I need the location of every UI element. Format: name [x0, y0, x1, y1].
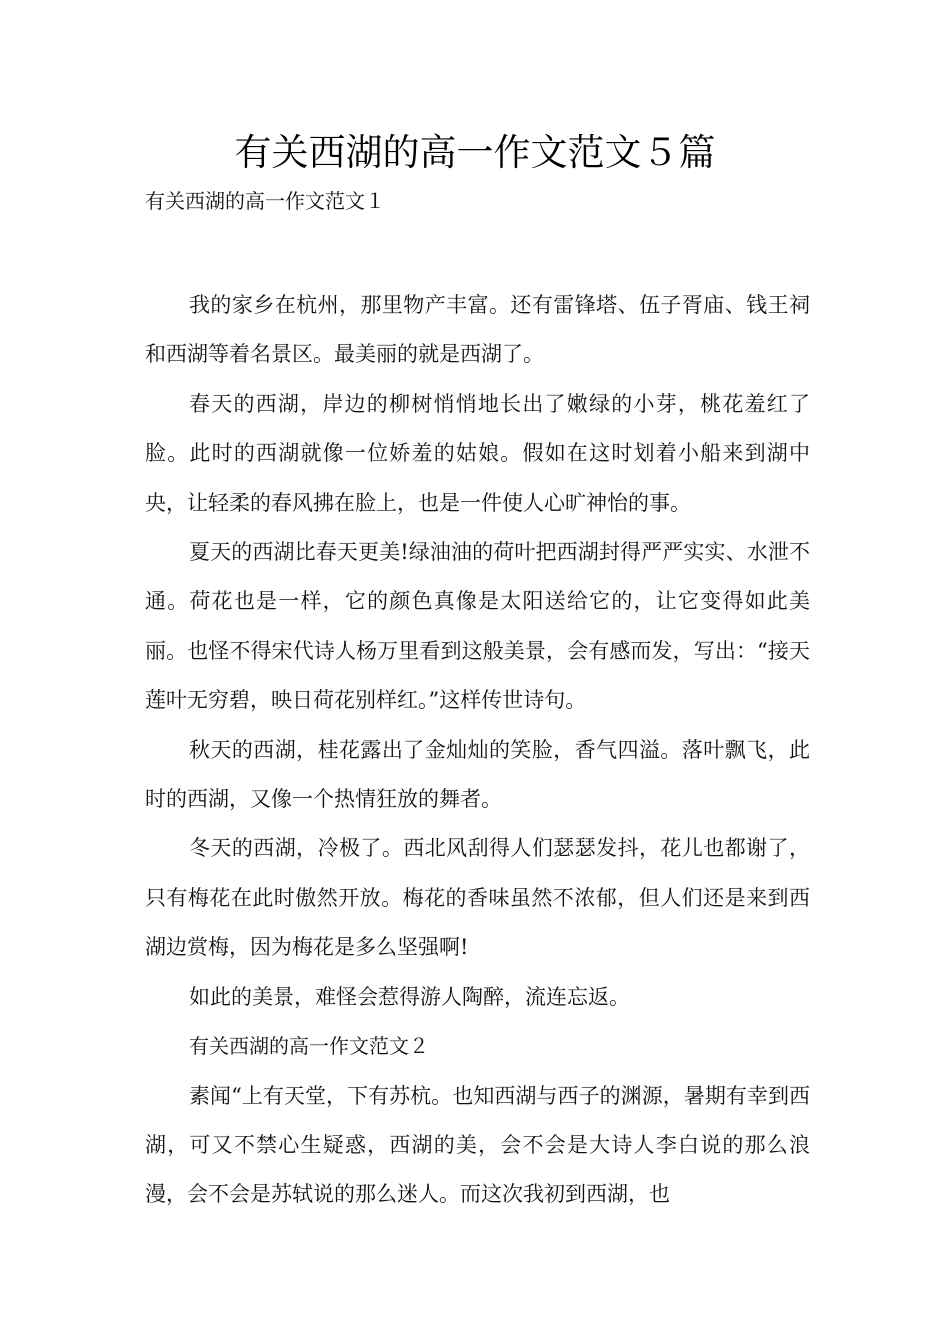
document-title: 有关西湖的高一作文范文５篇: [234, 131, 716, 174]
paragraph: 素闻“上有天堂，下有苏杭。也知西湖与西子的渊源，暑期有幸到西湖，可又不禁心生疑惑，西湖的美，会不会是大诗人李白说的那么浪漫，会不会是苏轼说的那么迷人。而这次我初到西湖，也: [145, 1083, 810, 1207]
paragraph: 冬天的西湖，冷极了。西北风刮得人们瑟瑟发抖，花儿也都谢了，只有梅花在此时傲然开放。梅花的香味虽然不浓郁，但人们还是来到西湖边赏梅，因为梅花是多么坚强啊!: [145, 836, 810, 960]
paragraph: 秋天的西湖，桂花露出了金灿灿的笑脸，香气四溢。落叶飘飞，此时的西湖，又像一个热情狂放的舞者。: [145, 737, 810, 812]
paragraph: 夏天的西湖比春天更美!绿油油的荷叶把西湖封得严严实实、水泄不通。荷花也是一样，它的颜色真像是太阳送给它的，让它变得如此美丽。也怪不得宋代诗人杨万里看到这般美景，会有感而发，写出：“接天莲叶无穷碧，映日荷花别样红。”这样传世诗句。: [145, 540, 810, 713]
paragraph: 我的家乡在杭州，那里物产丰富。还有雷锋塔、伍子胥庙、钱王祠和西湖等着名景区。最美丽的就是西湖了。: [145, 293, 810, 367]
essay-2-heading: 有关西湖的高一作文范文２: [189, 1034, 429, 1059]
paragraph: 如此的美景，难怪会惹得游人陶醉，流连忘返。: [189, 984, 630, 1009]
essay-1-heading: 有关西湖的高一作文范文１: [145, 189, 385, 213]
document-body: [145, 281, 810, 1220]
paragraph: 春天的西湖，岸边的柳树悄悄地长出了嫩绿的小芽，桃花羞红了脸。此时的西湖就像一位娇羞的姑娘。假如在这时划着小船来到湖中央，让轻柔的春风拂在脸上，也是一件使人心旷神怡的事。: [145, 391, 810, 515]
